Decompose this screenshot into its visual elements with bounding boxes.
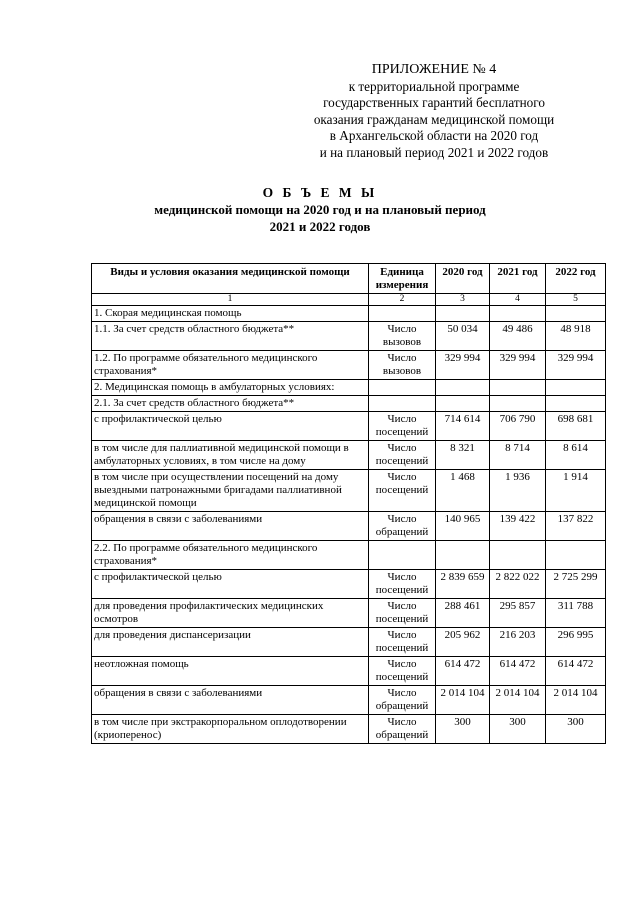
- value-2020-cell: 50 034: [436, 322, 490, 351]
- value-2020-cell: 614 472: [436, 657, 490, 686]
- appendix-header: [284, 62, 584, 161]
- unit-cell: Число посещений: [369, 441, 436, 470]
- column-header: 2022 год: [546, 264, 606, 294]
- table-row: [92, 351, 606, 380]
- table-row: [92, 570, 606, 599]
- unit-cell: [369, 306, 436, 322]
- appendix-number: ПРИЛОЖЕНИЕ № 4: [371, 62, 497, 77]
- value-2021-cell: [490, 541, 546, 570]
- column-number: 1: [92, 294, 369, 306]
- value-2021-cell: 1 936: [490, 470, 546, 512]
- document-title: [0, 184, 640, 235]
- value-2020-cell: 1 468: [436, 470, 490, 512]
- column-header: 2021 год: [490, 264, 546, 294]
- unit-cell: [369, 380, 436, 396]
- row-name-cell: обращения в связи с заболеваниями: [92, 686, 369, 715]
- row-name-cell: для проведения диспансеризации: [92, 628, 369, 657]
- column-number: 4: [490, 294, 546, 306]
- value-2021-cell: [490, 380, 546, 396]
- value-2022-cell: 296 995: [546, 628, 606, 657]
- table-row: [92, 322, 606, 351]
- title-line: медицинской помощи на 2020 год и на плановый период: [154, 202, 486, 217]
- row-name-cell: в том числе для паллиативной медицинской помощи в амбулаторных условиях, в том числе на дому: [92, 441, 369, 470]
- row-name-cell: для проведения профилактических медицинских осмотров: [92, 599, 369, 628]
- value-2020-cell: 205 962: [436, 628, 490, 657]
- unit-cell: Число обращений: [369, 715, 436, 744]
- table-row: [92, 441, 606, 470]
- column-header: Виды и условия оказания медицинской помощи: [92, 264, 369, 294]
- unit-cell: Число посещений: [369, 657, 436, 686]
- value-2020-cell: [436, 380, 490, 396]
- value-2022-cell: 2 014 104: [546, 686, 606, 715]
- value-2021-cell: 49 486: [490, 322, 546, 351]
- value-2022-cell: 329 994: [546, 351, 606, 380]
- value-2022-cell: 614 472: [546, 657, 606, 686]
- unit-cell: Число посещений: [369, 570, 436, 599]
- value-2022-cell: [546, 396, 606, 412]
- unit-cell: Число вызовов: [369, 322, 436, 351]
- table-body: [92, 306, 606, 744]
- title-line: 2021 и 2022 годов: [269, 219, 371, 234]
- value-2020-cell: 714 614: [436, 412, 490, 441]
- table-row: [92, 715, 606, 744]
- value-2021-cell: [490, 396, 546, 412]
- row-name-cell: 2. Медицинская помощь в амбулаторных условиях:: [92, 380, 369, 396]
- row-name-cell: с профилактической целью: [92, 570, 369, 599]
- table-header-row: [92, 264, 606, 294]
- column-number: 3: [436, 294, 490, 306]
- column-number: 2: [369, 294, 436, 306]
- table-row: [92, 512, 606, 541]
- table-row: [92, 686, 606, 715]
- value-2022-cell: [546, 380, 606, 396]
- table-row: [92, 396, 606, 412]
- value-2020-cell: 288 461: [436, 599, 490, 628]
- value-2021-cell: 2 014 104: [490, 686, 546, 715]
- table-row: [92, 657, 606, 686]
- value-2020-cell: 2 014 104: [436, 686, 490, 715]
- value-2022-cell: 48 918: [546, 322, 606, 351]
- value-2020-cell: [436, 541, 490, 570]
- appendix-line: государственных гарантий бесплатного: [323, 95, 545, 110]
- row-name-cell: 1.1. За счет средств областного бюджета**: [92, 322, 369, 351]
- unit-cell: Число посещений: [369, 470, 436, 512]
- row-name-cell: в том числе при осуществлении посещений на дому выездными патронажными бригадами паллиативной медицинской помощи: [92, 470, 369, 512]
- value-2021-cell: 614 472: [490, 657, 546, 686]
- column-header: Единица измерения: [369, 264, 436, 294]
- column-header: 2020 год: [436, 264, 490, 294]
- value-2022-cell: 311 788: [546, 599, 606, 628]
- row-name-cell: 2.1. За счет средств областного бюджета**: [92, 396, 369, 412]
- unit-cell: Число вызовов: [369, 351, 436, 380]
- unit-cell: Число обращений: [369, 512, 436, 541]
- table-row: [92, 306, 606, 322]
- table-row: [92, 470, 606, 512]
- volumes-table: [91, 263, 606, 744]
- unit-cell: [369, 541, 436, 570]
- value-2020-cell: 300: [436, 715, 490, 744]
- value-2022-cell: 2 725 299: [546, 570, 606, 599]
- value-2022-cell: 300: [546, 715, 606, 744]
- row-name-cell: 1.2. По программе обязательного медицинского страхования*: [92, 351, 369, 380]
- value-2020-cell: 329 994: [436, 351, 490, 380]
- unit-cell: Число обращений: [369, 686, 436, 715]
- row-name-cell: неотложная помощь: [92, 657, 369, 686]
- value-2020-cell: [436, 396, 490, 412]
- table-row: [92, 412, 606, 441]
- value-2020-cell: [436, 306, 490, 322]
- value-2022-cell: 137 822: [546, 512, 606, 541]
- value-2021-cell: 2 822 022: [490, 570, 546, 599]
- row-name-cell: обращения в связи с заболеваниями: [92, 512, 369, 541]
- value-2022-cell: [546, 306, 606, 322]
- value-2021-cell: 8 714: [490, 441, 546, 470]
- value-2022-cell: 8 614: [546, 441, 606, 470]
- unit-cell: Число посещений: [369, 599, 436, 628]
- table-row: [92, 541, 606, 570]
- row-name-cell: 2.2. По программе обязательного медицинского страхования*: [92, 541, 369, 570]
- appendix-line: и на плановый период 2021 и 2022 годов: [319, 144, 549, 160]
- appendix-line: к территориальной программе: [348, 78, 520, 94]
- value-2022-cell: 698 681: [546, 412, 606, 441]
- value-2021-cell: 216 203: [490, 628, 546, 657]
- value-2021-cell: 139 422: [490, 512, 546, 541]
- value-2022-cell: [546, 541, 606, 570]
- title-line: О Б Ъ Е М Ы: [262, 185, 378, 200]
- table-row: [92, 599, 606, 628]
- unit-cell: Число посещений: [369, 412, 436, 441]
- table-row: [92, 380, 606, 396]
- appendix-line: оказания гражданам медицинской помощи: [313, 111, 555, 127]
- value-2020-cell: 8 321: [436, 441, 490, 470]
- value-2021-cell: 295 857: [490, 599, 546, 628]
- row-name-cell: в том числе при экстракорпоральном оплодотворении (криоперенос): [92, 715, 369, 744]
- value-2021-cell: 706 790: [490, 412, 546, 441]
- value-2021-cell: 329 994: [490, 351, 546, 380]
- row-name-cell: 1. Скорая медицинская помощь: [92, 306, 369, 322]
- column-number: 5: [546, 294, 606, 306]
- value-2020-cell: 140 965: [436, 512, 490, 541]
- unit-cell: Число посещений: [369, 628, 436, 657]
- value-2021-cell: 300: [490, 715, 546, 744]
- value-2022-cell: 1 914: [546, 470, 606, 512]
- row-name-cell: с профилактической целью: [92, 412, 369, 441]
- value-2020-cell: 2 839 659: [436, 570, 490, 599]
- appendix-line: в Архангельской области на 2020 год: [329, 128, 539, 143]
- table-row: [92, 628, 606, 657]
- unit-cell: [369, 396, 436, 412]
- column-number-row: [92, 294, 606, 306]
- value-2021-cell: [490, 306, 546, 322]
